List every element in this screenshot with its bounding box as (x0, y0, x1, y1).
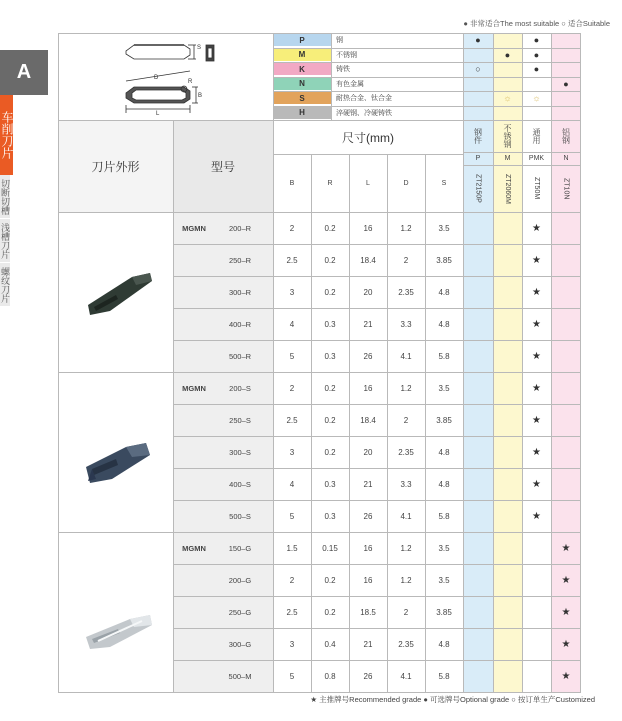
grade-category-m (493, 120, 522, 152)
grade-mark (463, 532, 493, 564)
grade-mark: ★ (532, 286, 541, 298)
dim-cell-d: 1.2 (400, 383, 412, 393)
diagram-label-s: S (197, 45, 202, 51)
grid-line (311, 154, 312, 692)
dim-cell-l: 18.4 (360, 415, 376, 425)
grade-category-label: 通用 (532, 128, 541, 144)
material-mark: ● (533, 35, 540, 46)
dim-header-r: R (327, 179, 333, 187)
model-cell[interactable]: 250–S (229, 415, 251, 425)
grid-line (331, 33, 332, 120)
dim-cell-b: 2.5 (286, 607, 298, 617)
grid-line (58, 212, 581, 213)
model-cell[interactable]: 400–S (229, 479, 251, 489)
dim-cell-s: 4.8 (438, 479, 450, 489)
dim-cell-s: 3.5 (438, 383, 450, 393)
model-cell[interactable]: 250–G (228, 607, 252, 617)
material-name-s: 耐热合金、钛合金 (336, 95, 392, 102)
material-name-n: 有色金属 (336, 80, 364, 88)
grid-line (58, 33, 581, 34)
dim-cell-d: 2 (403, 415, 409, 425)
grade-mark (493, 596, 522, 628)
model-cell[interactable]: 200–G (228, 575, 252, 585)
dim-cell-l: 21 (363, 639, 373, 649)
grid-line (173, 500, 581, 501)
grade-code-pmk (522, 165, 551, 212)
dim-cell-r: 0.4 (324, 639, 336, 649)
material-code-h: H (273, 107, 331, 119)
model-cell[interactable]: 500–R (228, 351, 252, 361)
grade-mark (551, 244, 581, 276)
dim-cell-r: 0.2 (324, 255, 336, 265)
dim-cell-r: 0.3 (324, 351, 336, 361)
grade-mark (493, 436, 522, 468)
material-mark: ● (533, 49, 540, 60)
dim-cell-r: 0.3 (324, 319, 336, 329)
dim-cell-s: 3.5 (438, 223, 450, 233)
dim-cell-s: 5.8 (438, 351, 450, 361)
grade-mark (493, 660, 522, 692)
grade-mark (551, 212, 581, 244)
dim-cell-r: 0.3 (324, 479, 336, 489)
model-cell[interactable]: 150–G (228, 543, 252, 553)
dim-cell-r: 0.2 (324, 223, 336, 233)
grade-mark (463, 564, 493, 596)
product-table (58, 33, 581, 692)
grade-mark: ★ (561, 542, 571, 554)
series-label: MGMN (182, 543, 206, 553)
dim-header-l: L (366, 179, 370, 187)
grade-mark (551, 436, 581, 468)
grade-mark: ★ (532, 318, 541, 330)
dim-cell-d: 3.3 (400, 479, 412, 489)
material-mark (493, 77, 522, 92)
dim-cell-b: 4 (289, 479, 295, 489)
dim-cell-b: 2.5 (286, 255, 298, 265)
grade-mark: ★ (561, 670, 571, 682)
grade-mark (522, 596, 551, 628)
grid-line (463, 33, 464, 692)
grade-mark (493, 372, 522, 404)
dim-cell-s: 3.5 (438, 575, 450, 585)
grade-mark (463, 468, 493, 500)
dim-header-d: D (403, 179, 409, 187)
material-mark: ● (475, 35, 481, 46)
dim-cell-l: 16 (363, 543, 373, 553)
model-cell[interactable]: 300–R (228, 287, 252, 297)
grade-mark (522, 532, 551, 564)
diagram-label-l: L (156, 111, 160, 117)
grade-code-p (463, 165, 493, 212)
dim-cell-r: 0.2 (324, 575, 336, 585)
grid-line (580, 33, 581, 692)
material-mark (551, 106, 581, 121)
grade-category-label: 不锈钢 (503, 124, 512, 148)
dim-cell-d: 2 (403, 255, 409, 265)
dim-cell-d: 4.1 (400, 671, 412, 681)
dim-cell-l: 16 (363, 383, 373, 393)
grade-mark: ★ (561, 606, 571, 618)
material-mark (493, 62, 522, 77)
grid-line (173, 120, 174, 692)
dim-cell-b: 2 (289, 575, 295, 585)
grade-mark (463, 628, 493, 660)
grid-line (58, 33, 59, 692)
material-code-s: S (273, 92, 331, 104)
dim-cell-l: 21 (363, 479, 373, 489)
grade-mark: ★ (532, 478, 541, 490)
grid-line (173, 564, 581, 565)
grade-mark (551, 308, 581, 340)
grade-mark (493, 244, 522, 276)
material-name-k: 铸铁 (336, 66, 350, 73)
dim-cell-d: 3.3 (400, 319, 412, 329)
legend-top: ● 非常适合The most suitable ○ 适合Suitable (463, 19, 610, 28)
dim-cell-s: 4.8 (438, 639, 450, 649)
grade-mark (551, 468, 581, 500)
material-code-m: M (273, 49, 331, 61)
material-code-p: P (273, 34, 331, 46)
grid-line (173, 628, 581, 629)
grid-line (173, 308, 581, 309)
material-mark (463, 106, 493, 121)
grid-line (273, 154, 463, 155)
grade-code-label: ZT50M (533, 177, 540, 200)
material-mark (522, 77, 551, 92)
grid-line (425, 154, 426, 692)
dim-cell-s: 5.8 (438, 671, 450, 681)
grade-code-label: ZT2060M (504, 173, 511, 204)
material-mark (522, 106, 551, 121)
grid-line (273, 62, 581, 63)
grade-mark (522, 564, 551, 596)
grade-mark (493, 532, 522, 564)
model-cell[interactable]: 400–R (228, 319, 252, 329)
dim-cell-l: 26 (363, 351, 373, 361)
grid-line (173, 276, 581, 277)
dim-cell-r: 0.15 (322, 543, 338, 553)
grid-line (273, 77, 581, 78)
dim-cell-s: 4.8 (438, 447, 450, 457)
grade-mark (493, 276, 522, 308)
dim-cell-b: 1.5 (286, 543, 298, 553)
dim-cell-d: 2 (403, 607, 409, 617)
dim-cell-s: 3.85 (436, 255, 452, 265)
grade-code-label: ZT10N (562, 177, 570, 200)
model-cell[interactable]: 300–S (229, 447, 251, 457)
dim-cell-l: 18.4 (360, 255, 376, 265)
grade-mark: ★ (532, 382, 541, 394)
grid-line (551, 33, 552, 692)
insert-image-s (80, 433, 160, 493)
material-mark (551, 62, 581, 77)
grade-mark (551, 276, 581, 308)
grid-line (173, 244, 581, 245)
grade-mark (493, 340, 522, 372)
material-mark: ● (563, 78, 569, 89)
grade-category-pmk (522, 120, 551, 152)
dim-header-b: B (289, 179, 295, 187)
dim-cell-s: 3.5 (438, 543, 450, 553)
model-cell[interactable]: 500–S (229, 511, 251, 521)
dim-cell-l: 18.5 (360, 607, 376, 617)
grid-line (273, 91, 581, 92)
diagram-label-b: B (198, 93, 203, 99)
series-label: MGMN (182, 383, 206, 393)
model-cell[interactable]: 200–S (229, 383, 251, 393)
dim-cell-l: 16 (363, 223, 373, 233)
grade-category-label: 铝钢 (561, 128, 571, 144)
tab-threading[interactable]: 螺纹刀片 (0, 263, 10, 307)
dim-cell-b: 3 (289, 287, 295, 297)
grade-mark (522, 660, 551, 692)
dim-cell-b: 4 (289, 319, 295, 329)
dim-cell-r: 0.2 (324, 447, 336, 457)
grade-code-label: ZT2150P (474, 174, 482, 203)
grid-line (273, 106, 581, 107)
grade-mark (463, 596, 493, 628)
dim-cell-b: 5 (289, 511, 295, 521)
grade-iso-n: N (563, 155, 569, 162)
dim-cell-d: 2.35 (398, 287, 414, 297)
tab-letter[interactable]: A (0, 50, 48, 95)
dim-cell-l: 26 (363, 511, 373, 521)
material-mark (551, 91, 581, 106)
dim-cell-s: 4.8 (438, 319, 450, 329)
dim-cell-b: 5 (289, 351, 295, 361)
dim-cell-r: 0.2 (324, 415, 336, 425)
grade-mark (551, 500, 581, 532)
grade-category-n (551, 120, 581, 152)
material-mark (493, 33, 522, 48)
grade-mark (463, 404, 493, 436)
grade-mark (463, 212, 493, 244)
grade-mark (493, 628, 522, 660)
diagram-label-r: R (188, 79, 193, 85)
material-mark (463, 77, 493, 92)
grade-mark (493, 564, 522, 596)
material-name-h: 淬硬钢、冷硬铸铁 (336, 109, 392, 117)
dim-cell-r: 0.3 (324, 511, 336, 521)
grid-line (349, 154, 350, 692)
material-mark: ☼ (532, 93, 541, 104)
tab-turning-inserts[interactable]: 车削刀片 (0, 95, 13, 175)
grade-mark (463, 340, 493, 372)
grid-line (173, 404, 581, 405)
dim-cell-d: 4.1 (400, 351, 412, 361)
material-code-n: N (273, 78, 331, 90)
dim-cell-s: 3.85 (436, 607, 452, 617)
grade-iso-pmk: PMK (528, 155, 545, 162)
grid-line (173, 596, 581, 597)
grade-mark: ★ (561, 574, 571, 586)
dim-cell-l: 20 (363, 287, 373, 297)
side-tab (0, 50, 48, 307)
grid-line (273, 48, 581, 49)
grid-line (173, 436, 581, 437)
dim-cell-b: 3 (289, 447, 295, 457)
dim-header-s: S (441, 179, 447, 187)
grade-category-p (463, 120, 493, 152)
dim-cell-r: 0.2 (324, 607, 336, 617)
model-cell[interactable]: 200–R (228, 223, 252, 233)
insert-image-r (80, 265, 160, 325)
dim-cell-s: 4.8 (438, 287, 450, 297)
series-label: MGMN (182, 223, 206, 233)
dim-cell-r: 0.2 (324, 383, 336, 393)
dim-cell-d: 1.2 (400, 575, 412, 585)
grade-mark (551, 372, 581, 404)
grid-line (387, 154, 388, 692)
grid-line (173, 340, 581, 341)
grade-mark (463, 308, 493, 340)
insert-image-g (80, 603, 160, 663)
dim-cell-d: 2.35 (398, 447, 414, 457)
dim-cell-l: 26 (363, 671, 373, 681)
grid-line (58, 372, 581, 373)
grade-mark: ★ (532, 510, 541, 522)
grid-line (522, 33, 523, 692)
grade-mark: ★ (561, 638, 571, 650)
dim-cell-b: 2 (289, 383, 295, 393)
dim-cell-b: 2 (289, 223, 295, 233)
grade-mark (463, 244, 493, 276)
grade-mark (493, 212, 522, 244)
material-mark: ● (504, 49, 511, 60)
material-mark (463, 48, 493, 63)
material-name-p: 钢 (336, 37, 343, 44)
grade-mark: ★ (532, 222, 541, 234)
material-mark (551, 33, 581, 48)
grade-mark (551, 340, 581, 372)
shape-header: 刀片外形 (91, 159, 140, 174)
material-code-k: K (273, 63, 331, 75)
grade-mark (463, 500, 493, 532)
grade-iso-p: P (475, 155, 481, 162)
dim-cell-d: 1.2 (400, 543, 412, 553)
dim-cell-b: 2.5 (286, 415, 298, 425)
material-mark: ● (533, 64, 540, 75)
dim-cell-b: 5 (289, 671, 295, 681)
material-mark (493, 106, 522, 121)
dims-header: 尺寸(mm) (342, 130, 394, 145)
grade-mark (493, 404, 522, 436)
legend-bottom: ★ 主推牌号Recommended grade ● 可选牌号Optional grade ○ 按订单生产Customized (310, 695, 595, 704)
dim-cell-l: 16 (363, 575, 373, 585)
dim-cell-r: 0.2 (324, 287, 336, 297)
grid-line (58, 692, 581, 693)
grid-line (173, 468, 581, 469)
grade-mark (463, 276, 493, 308)
material-name-m: 不锈钢 (336, 51, 357, 59)
grade-mark: ★ (532, 414, 541, 426)
material-mark (463, 91, 493, 106)
tab-shallow-groove[interactable]: 浅槽刀片 (0, 219, 10, 263)
dim-cell-s: 5.8 (438, 511, 450, 521)
grid-line (58, 532, 581, 533)
tab-cutoff-grooving[interactable]: 切断切槽 (0, 175, 10, 219)
model-cell[interactable]: 500–M (228, 671, 252, 681)
model-cell[interactable]: 250–R (228, 255, 252, 265)
grid-line (493, 33, 494, 692)
grade-category-label: 钢件 (473, 128, 483, 144)
material-mark: ☼ (503, 93, 512, 104)
dim-cell-r: 0.8 (324, 671, 336, 681)
grade-mark (463, 436, 493, 468)
material-mark: ○ (475, 64, 481, 75)
grade-code-n (551, 165, 581, 212)
grade-mark (522, 628, 551, 660)
grade-mark (463, 372, 493, 404)
grade-mark (493, 308, 522, 340)
dim-cell-l: 21 (363, 319, 373, 329)
grade-iso-m: M (504, 155, 511, 162)
model-cell[interactable]: 300–G (228, 639, 252, 649)
grid-line (173, 660, 581, 661)
material-mark (551, 48, 581, 63)
grade-mark: ★ (532, 350, 541, 362)
grade-code-m (493, 165, 522, 212)
grade-mark (493, 500, 522, 532)
grade-mark (551, 404, 581, 436)
grid-line (58, 120, 581, 121)
grade-mark (463, 660, 493, 692)
dim-cell-d: 4.1 (400, 511, 412, 521)
dim-cell-d: 1.2 (400, 223, 412, 233)
grid-line (273, 33, 274, 692)
model-header: 型号 (210, 159, 235, 174)
grade-mark (493, 468, 522, 500)
grade-mark: ★ (532, 254, 541, 266)
dim-cell-d: 2.35 (398, 639, 414, 649)
diagram-label-d: D (154, 75, 159, 81)
dim-cell-b: 3 (289, 639, 295, 649)
insert-dimension-diagram (98, 35, 268, 117)
dim-cell-l: 20 (363, 447, 373, 457)
grade-mark: ★ (532, 446, 541, 458)
dim-cell-s: 3.85 (436, 415, 452, 425)
